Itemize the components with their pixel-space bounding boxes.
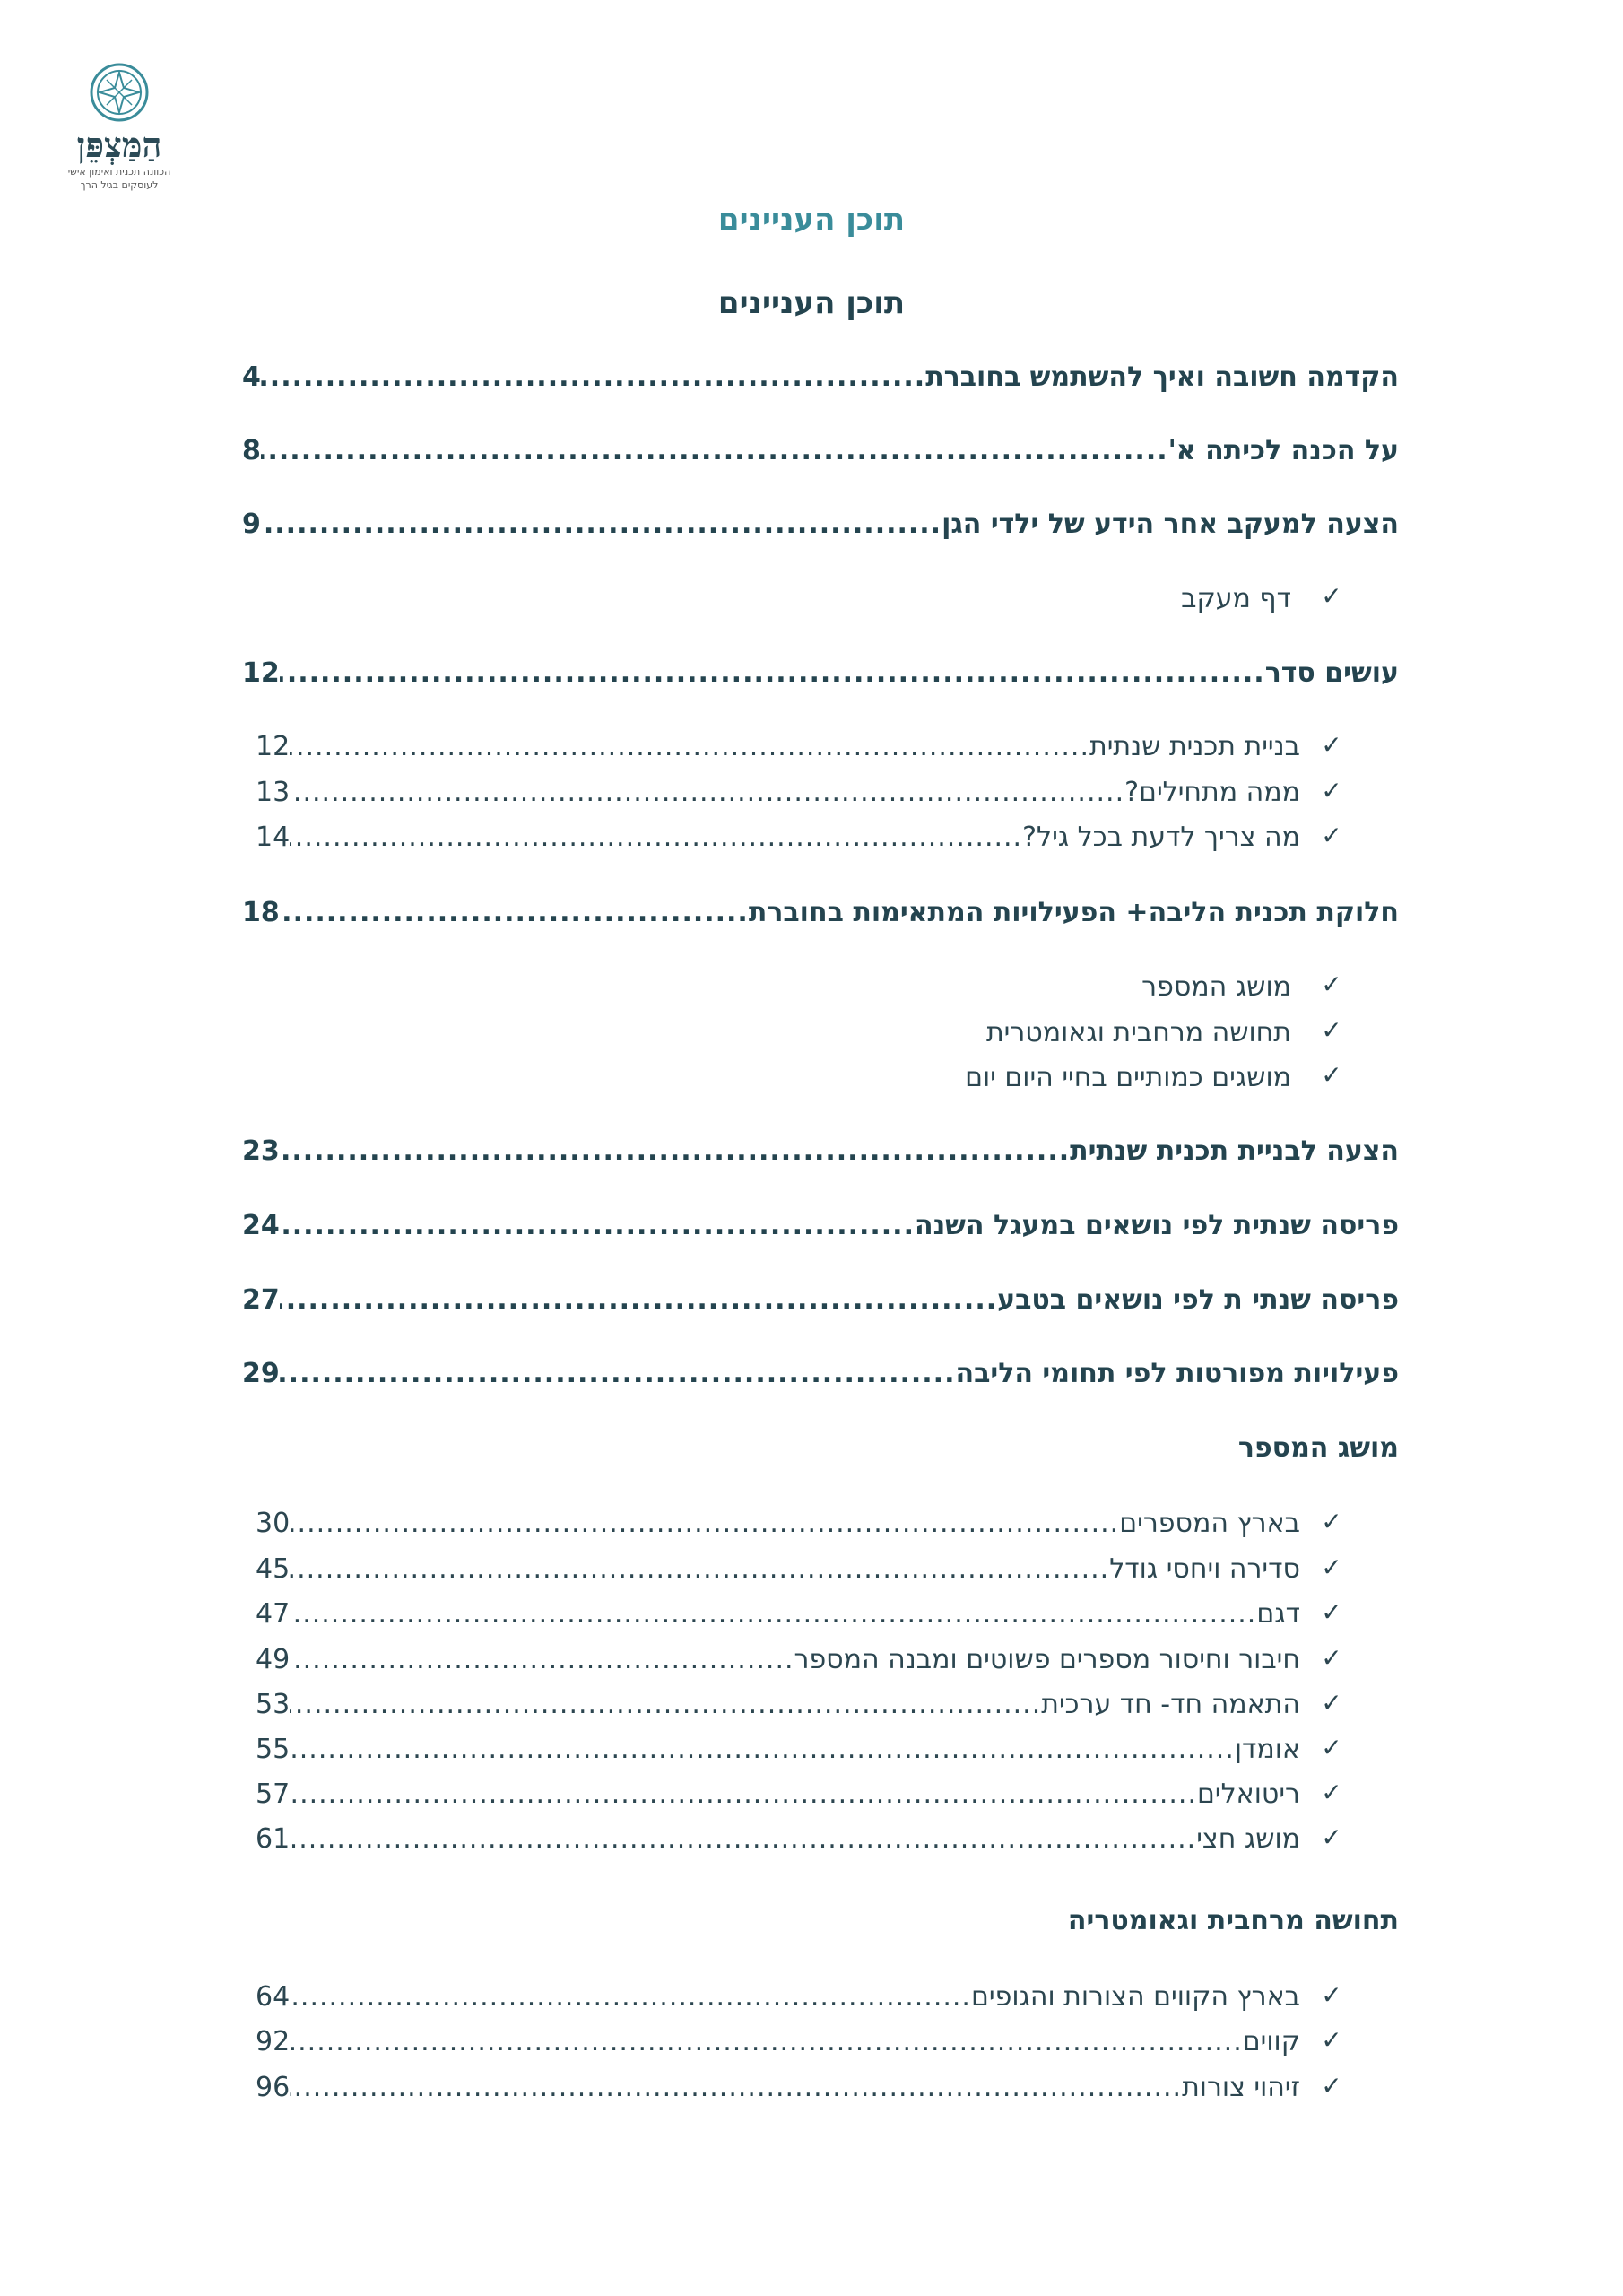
brand-tagline-1: הכוונה תכנית ואימון אישי [67, 166, 171, 178]
dot-leader [280, 1284, 997, 1316]
toc-entry[interactable] [242, 361, 1399, 401]
check-icon: ✓ [1321, 1733, 1342, 1762]
toc-subentry[interactable]: דף מעקב [1181, 583, 1291, 614]
check-icon: ✓ [1321, 776, 1342, 805]
toc-entry[interactable] [242, 509, 1399, 548]
toc-entry-text: הצעה לבניית תכנית שנתית [1070, 1135, 1399, 1167]
check-icon: ✓ [1321, 1778, 1342, 1807]
dot-leader [290, 2072, 1182, 2103]
check-icon: ✓ [1321, 1507, 1342, 1536]
toc-entry-text: בארץ המספרים [1119, 1508, 1300, 1539]
toc-section-heading[interactable]: מושג המספר [1237, 1432, 1399, 1464]
toc-subentry[interactable] [256, 1734, 1300, 1773]
check-icon: ✓ [1321, 730, 1342, 760]
dot-leader [280, 657, 1265, 689]
toc-entry-page: 8 [242, 435, 261, 466]
check-icon: ✓ [1321, 2071, 1342, 2100]
check-icon: ✓ [1321, 1552, 1342, 1582]
toc-entry-text: פריסה שנתית לפי נושאים במעגל השנה [914, 1210, 1399, 1241]
dot-leader [261, 509, 942, 540]
dot-leader [290, 1553, 1109, 1585]
toc-subentry[interactable] [256, 822, 1300, 861]
toc-entry[interactable] [242, 1210, 1399, 1249]
toc-entry-page: 24 [242, 1210, 280, 1241]
toc-entry-page: 4 [242, 361, 261, 393]
toc-entry-text: מושג חצי [1196, 1823, 1300, 1855]
toc-subentry[interactable] [256, 1508, 1300, 1547]
toc-entry-page: 57 [256, 1779, 291, 1810]
toc-entry-text: פריסה שנתי ת לפי נושאים בטבע [997, 1284, 1399, 1316]
toc-entry-page: 53 [256, 1689, 291, 1720]
toc-subentry[interactable] [256, 1981, 1300, 2021]
toc-entry-page: 12 [256, 731, 291, 762]
brand-logo [52, 61, 187, 192]
dot-leader [290, 1508, 1119, 1539]
toc-entry-text: בניית תכנית שנתית [1089, 731, 1300, 762]
toc-entry-text: פעילויות מפורטות לפי תחומי הליבה [955, 1358, 1399, 1389]
toc-entry-page: 55 [256, 1734, 291, 1765]
toc-entry-text: ריטואלים [1197, 1779, 1300, 1810]
dot-leader [290, 2026, 1243, 2057]
dot-leader [290, 1689, 1041, 1720]
check-icon: ✓ [1321, 970, 1342, 999]
toc-entry-page: 49 [256, 1644, 291, 1675]
check-icon: ✓ [1321, 1643, 1342, 1673]
toc-entry-text: על הכנה לכיתה א' [1167, 435, 1399, 466]
toc-entry-page: 96 [256, 2072, 291, 2103]
dot-leader [290, 1644, 794, 1675]
toc-entry-page: 27 [242, 1284, 280, 1316]
toc-entry-page: 13 [256, 777, 291, 808]
dot-leader [290, 1598, 1256, 1630]
check-icon: ✓ [1321, 1597, 1342, 1627]
dot-leader [290, 822, 1022, 853]
toc-entry-page: 92 [256, 2026, 291, 2057]
check-icon: ✓ [1321, 1060, 1342, 1090]
toc-entry-page: 45 [256, 1553, 291, 1585]
toc-entry-page: 30 [256, 1508, 291, 1539]
toc-entry[interactable] [242, 1284, 1399, 1324]
toc-entry-page: 61 [256, 1823, 291, 1855]
toc-subentry[interactable] [256, 731, 1300, 770]
dot-leader [261, 435, 1168, 466]
toc-entry-text: בארץ הקווים הצורות והגופים [970, 1981, 1300, 2013]
toc-section-heading[interactable]: תחושה מרחבית וגאומטריה [1067, 1905, 1399, 1936]
brand-name: הַמַּצְפֵּן [76, 125, 162, 165]
check-icon: ✓ [1321, 581, 1342, 611]
toc-subentry[interactable] [256, 1779, 1300, 1818]
toc-entry-text: חלוקת תכנית הליבה+ הפעילויות המתאימות בחוברת [748, 897, 1399, 928]
check-icon: ✓ [1321, 1688, 1342, 1718]
check-icon: ✓ [1321, 1015, 1342, 1045]
dot-leader [280, 1358, 956, 1389]
toc-entry-text: חיבור וחיסור מספרים פשוטים ומבנה המספר [794, 1644, 1300, 1675]
toc-title: תוכן העניינים [717, 285, 906, 321]
toc-entry-text: מה צריך לדעת בכל גיל? [1022, 822, 1300, 853]
toc-entry-page: 47 [256, 1598, 291, 1630]
toc-subentry[interactable] [256, 2072, 1300, 2111]
toc-subentry[interactable]: מושג המספר [1141, 971, 1291, 1003]
toc-entry[interactable] [242, 1135, 1399, 1175]
dot-leader [280, 897, 749, 928]
toc-entry-text: הצעה למעקב אחר הידע של ילדי הגן [942, 509, 1399, 540]
toc-entry-page: 18 [242, 897, 280, 928]
toc-entry[interactable] [242, 897, 1399, 936]
toc-entry-page: 29 [242, 1358, 280, 1389]
dot-leader [290, 1981, 971, 2013]
toc-subentry[interactable] [256, 1823, 1300, 1863]
toc-subentry[interactable] [256, 777, 1300, 816]
toc-entry-text: אומדן [1234, 1734, 1300, 1765]
dot-leader [280, 1135, 1070, 1167]
toc-entry-text: דגם [1256, 1598, 1300, 1630]
dot-leader [290, 777, 1124, 808]
check-icon: ✓ [1321, 821, 1342, 850]
toc-subentry[interactable] [256, 1553, 1300, 1593]
toc-entry-page: 14 [256, 822, 291, 853]
toc-entry[interactable] [242, 1358, 1399, 1397]
toc-entry-page: 23 [242, 1135, 280, 1167]
page-title: תוכן העניינים [717, 202, 906, 238]
dot-leader [261, 361, 925, 393]
toc-entry-text: קווים [1242, 2026, 1300, 2057]
toc-subentry[interactable]: תחושה מרחבית וגאומטרית [985, 1017, 1291, 1048]
compass-icon [88, 61, 151, 124]
check-icon: ✓ [1321, 1980, 1342, 2010]
toc-entry-page: 12 [242, 657, 280, 689]
dot-leader [290, 1734, 1235, 1765]
dot-leader [290, 731, 1089, 762]
toc-entry[interactable] [242, 657, 1399, 697]
toc-subentry[interactable] [256, 1644, 1300, 1683]
toc-subentry[interactable] [256, 1598, 1300, 1638]
toc-subentry[interactable] [256, 1689, 1300, 1728]
toc-entry-text: ממה מתחילים? [1124, 777, 1300, 808]
brand-tagline-2: לעוסקים בגיל הרך [80, 179, 159, 191]
toc-subentry[interactable]: מושגים כמותיים בחיי היום יום [965, 1062, 1291, 1093]
toc-subentry[interactable] [256, 2026, 1300, 2066]
toc-entry-text: סדירה ויחסי גודל [1109, 1553, 1300, 1585]
toc-entry-text: זיהוי צורות [1182, 2072, 1300, 2103]
dot-leader [290, 1779, 1197, 1810]
dot-leader [280, 1210, 915, 1241]
toc-entry[interactable] [242, 435, 1399, 474]
dot-leader [290, 1823, 1196, 1855]
check-icon: ✓ [1321, 2025, 1342, 2055]
toc-entry-text: התאמה חד- חד ערכית [1041, 1689, 1300, 1720]
toc-entry-text: עושים סדר [1264, 657, 1399, 689]
check-icon: ✓ [1321, 1822, 1342, 1852]
toc-entry-text: הקדמה חשובה ואיך להשתמש בחוברת [925, 361, 1399, 393]
toc-entry-page: 9 [242, 509, 261, 540]
toc-entry-page: 64 [256, 1981, 291, 2013]
